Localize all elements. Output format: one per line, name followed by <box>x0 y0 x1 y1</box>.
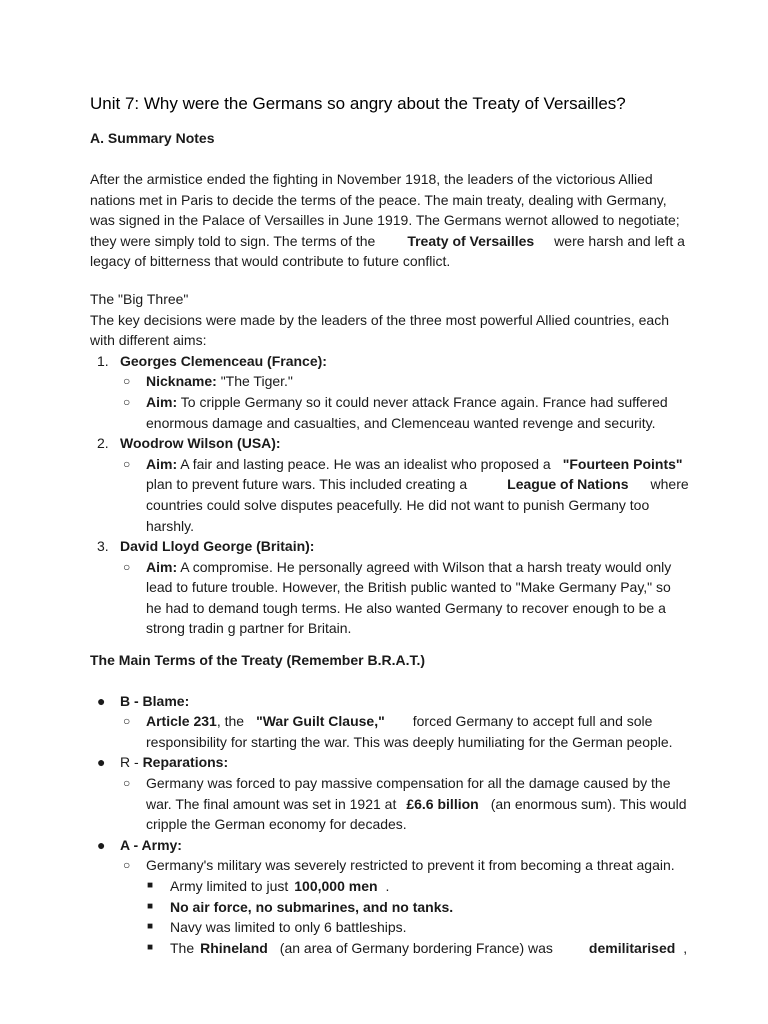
leader-name: Woodrow Wilson (USA): <box>120 435 281 452</box>
term-label: Reparations: <box>142 754 229 771</box>
text-line: strong tradin g partner for Britain. <box>146 620 352 637</box>
highlight-term: Rhineland <box>200 939 268 956</box>
terms-list <box>90 691 690 959</box>
list-item <box>90 433 690 454</box>
text-span: Navy was limited to only 6 battleships. <box>170 919 407 936</box>
list-number: 2. <box>97 435 109 452</box>
highlight-term: £6.6 billion <box>406 795 479 812</box>
text-span: , <box>683 939 688 956</box>
list-number: 1. <box>97 352 109 369</box>
list-number: 3. <box>97 538 109 555</box>
text-span: (an enormous sum). This would <box>490 795 687 812</box>
sub-list-item <box>90 773 690 835</box>
field-label: Aim: <box>146 558 178 575</box>
highlight-term: No air force, no submarines, and no tanks. <box>170 898 454 915</box>
sub-list-item <box>90 855 690 876</box>
square-bullet-icon: ■ <box>147 941 154 953</box>
text-span: Germany's military was severely restricted to prevent it from becoming a threat again. <box>146 857 675 874</box>
circle-bullet-icon: ○ <box>123 714 131 729</box>
circle-bullet-icon: ○ <box>123 374 131 389</box>
highlight-term: "War Guilt Clause," <box>256 713 385 730</box>
square-bullet-icon: ■ <box>147 900 154 912</box>
term-label: B - Blame: <box>120 692 190 709</box>
text-line: Germany was forced to pay massive compensation for all the damage caused by the <box>146 775 671 792</box>
text-line: enormous damage and casualties, and Clemenceau wanted revenge and security. <box>146 414 656 431</box>
square-bullet-icon: ■ <box>147 880 154 891</box>
document-page <box>90 92 690 958</box>
highlight-term: 100,000 men <box>294 878 378 894</box>
sub-sub-list-item <box>90 917 690 938</box>
text-span: plan to prevent future wars. This included creating a <box>146 476 468 493</box>
sub-list-item <box>90 557 690 639</box>
leader-name: David Lloyd George (Britain): <box>120 538 315 555</box>
text-span: A fair and lasting peace. He was an idealist who proposed a <box>180 455 551 472</box>
page-title: Unit 7: Why were the Germans so angry about the Treaty of Versailles? <box>90 94 626 113</box>
text-span: Army limited to just <box>170 878 289 894</box>
sub-sub-list-item <box>90 938 690 959</box>
bullet-icon: ● <box>97 836 106 853</box>
list-item <box>90 752 690 773</box>
text-line: was signed in the Palace of Versailles in June 1919. The Germans wernot allowed to negotiate; <box>90 212 680 229</box>
text-line: responsibility for starting the war. This was deeply humiliating for the German people. <box>146 733 673 750</box>
text-span: "The Tiger." <box>220 373 293 390</box>
text-span: To cripple Germany so it could never attack France again. France had suffered <box>180 393 668 410</box>
section-heading-summary: A. Summary Notes <box>90 130 215 146</box>
text-line: he had to demand tough terms. He also wanted Germany to recover enough to be a <box>146 599 666 616</box>
text-line: lead to future trouble. However, the British public wanted to "Make Germany Pay," so <box>146 579 671 596</box>
bullet-icon: ● <box>97 754 106 771</box>
terms-heading: The Main Terms of the Treaty (Remember B.R.A.T.) <box>90 652 426 669</box>
circle-bullet-icon: ○ <box>123 776 131 791</box>
field-label: Nickname: <box>146 373 217 390</box>
text-span: (an area of Germany bordering France) was <box>279 939 553 956</box>
text-line: After the armistice ended the fighting in November 1918, the leaders of the victorious Allied <box>90 171 653 187</box>
sub-list-item <box>90 371 690 392</box>
text-line <box>90 231 690 252</box>
sub-list-item <box>90 392 690 433</box>
text-line: The key decisions were made by the leaders of the three most powerful Allied countries, each <box>90 311 669 328</box>
text-span: war. The final amount was set in 1921 at <box>146 795 397 812</box>
text-line: legacy of bitterness that would contribute to future conflict. <box>90 253 451 270</box>
square-bullet-icon: ■ <box>147 921 154 933</box>
highlight-term: "Fourteen Points" <box>562 455 683 472</box>
sub-sub-list-item <box>90 897 690 918</box>
text-line: harshly. <box>146 517 194 534</box>
text-line: cripple the German economy for decades. <box>146 816 407 833</box>
sub-list-item <box>90 454 690 536</box>
text-line: nations met in Paris to decide the terms of the peace. The main treaty, dealing with Germany, <box>90 191 667 208</box>
circle-bullet-icon: ○ <box>123 858 131 873</box>
big-three-heading: The "Big Three" <box>90 290 189 307</box>
big-three-section <box>90 289 690 639</box>
intro-paragraph <box>90 169 690 272</box>
highlight-term: League of Nations <box>507 476 629 493</box>
term-letter: R - <box>120 754 139 771</box>
sub-sub-list-item <box>90 876 690 897</box>
term-label: A - Army: <box>120 836 182 853</box>
bullet-icon: ● <box>97 692 106 709</box>
circle-bullet-icon: ○ <box>123 456 131 471</box>
highlight-term: Treaty of Versailles <box>407 232 535 249</box>
text-span: . <box>385 878 390 894</box>
highlight-term: demilitarised <box>588 939 676 956</box>
text-span: , the <box>216 713 245 730</box>
highlight-term: Article 231 <box>146 713 217 730</box>
text-line: countries could solve disputes peacefully. He did not want to punish Germany too <box>146 496 650 513</box>
list-item <box>90 536 690 557</box>
text-span: were harsh and left a <box>554 232 685 249</box>
list-item <box>90 835 690 856</box>
text-span: where <box>650 476 689 493</box>
sub-list-item <box>90 711 690 752</box>
leader-name: Georges Clemenceau (France): <box>120 352 327 369</box>
field-label: Aim: <box>146 393 178 410</box>
circle-bullet-icon: ○ <box>123 559 131 574</box>
list-item <box>90 351 690 372</box>
text-span: forced Germany to accept full and sole <box>412 713 653 730</box>
field-label: Aim: <box>146 455 178 472</box>
text-span: they were simply told to sign. The terms of the <box>90 232 376 249</box>
text-span: A compromise. He personally agreed with Wilson that a harsh treaty would only <box>180 558 672 575</box>
circle-bullet-icon: ○ <box>123 394 131 409</box>
text-line: with different aims: <box>90 332 207 349</box>
list-item <box>90 691 690 712</box>
text-span: The <box>170 939 195 956</box>
